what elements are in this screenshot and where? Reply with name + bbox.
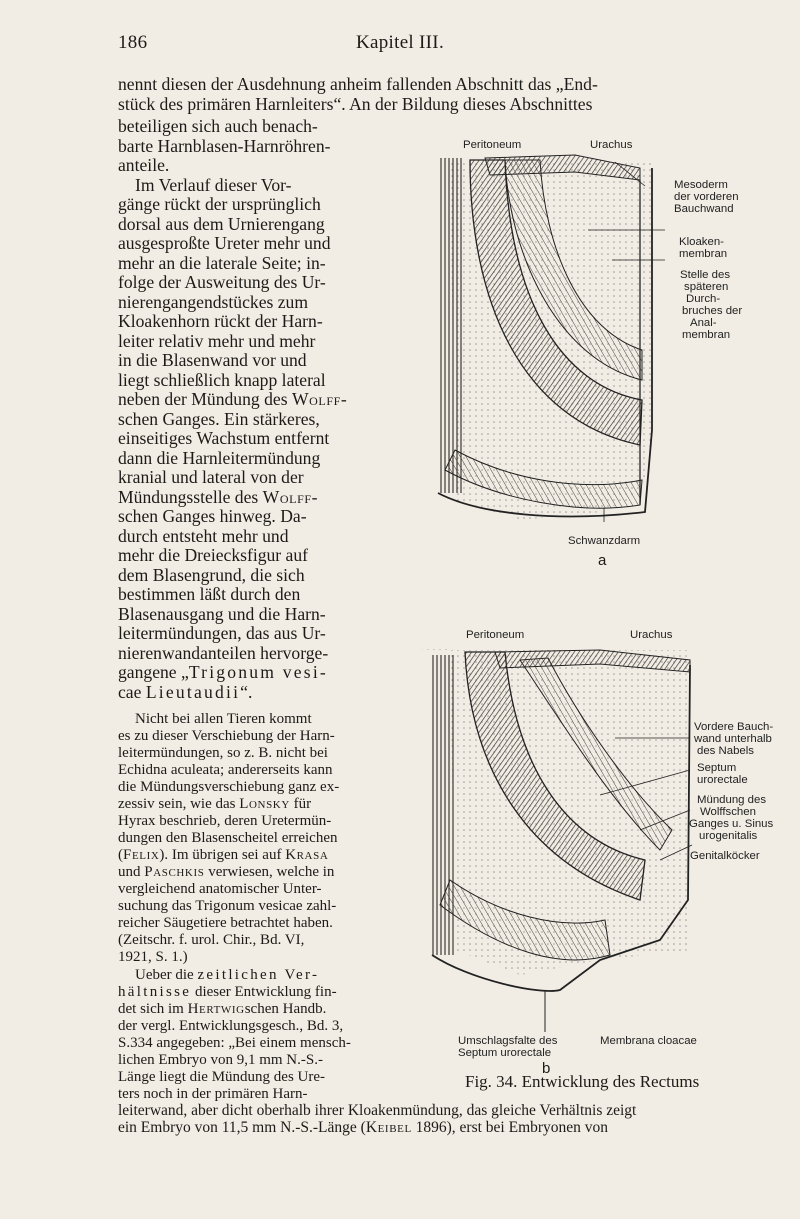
note-line: ters noch in der primären Harn- (118, 1086, 308, 1102)
text-line: mehr an die laterale Seite; in- (118, 253, 326, 273)
note-line: reicher Säugetiere betrachtet haben. (118, 915, 333, 931)
figure-caption: Fig. 34. Entwicklung des Rectums (465, 1072, 700, 1091)
fig-a-label-stelle: bruches der (682, 305, 743, 317)
author-name: Wolff- (262, 487, 319, 507)
fig-a-label-peritoneum: Peritoneum (463, 139, 522, 151)
text-line: einseitiges Wachstum entfernt (118, 428, 330, 448)
fig-b-label-vordere: Vordere Bauch- (694, 721, 774, 733)
note-line: dungen den Blasenscheitel erreichen (118, 830, 338, 846)
text-span: Ueber die (135, 967, 194, 983)
text-line: folge der Ausweitung des Ur- (118, 272, 326, 292)
text-span: schen Handb. (244, 1001, 327, 1017)
text-span: und (118, 864, 141, 880)
fig-b-label-muendung: Mündung des (697, 794, 767, 806)
fig-b-letter: b (542, 1060, 551, 1077)
note-line: Länge liegt die Mündung des Ure- (118, 1069, 326, 1085)
text-line: dem Blasengrund, die sich (118, 565, 305, 585)
emphasis-term: Lieutaudii (145, 682, 241, 702)
note-line: lichen Embryo von 9,1 mm N.-S.- (118, 1052, 323, 1068)
text-line: nennt diesen der Ausdehnung anheim fallenden Abschnitt das „End- (118, 74, 598, 94)
fig-b-label-membrana: Membrana cloacae (600, 1035, 697, 1047)
text-span: für (293, 796, 312, 812)
text-span: ). Im übrigen sei auf (159, 847, 282, 863)
text-span: det sich im (118, 1001, 184, 1017)
fig-a-label-kloakenmembran: Kloaken- (679, 236, 724, 248)
text-line: nierengangendstückes zum (118, 292, 309, 312)
fig-a-label-stelle: späteren (684, 281, 729, 293)
text-span: gangene „ (118, 662, 189, 682)
text-line: barte Harnblasen-Harnröhren- (118, 136, 331, 156)
fig-a-letter: a (598, 552, 607, 569)
text-line: bestimmen läßt durch den (118, 584, 301, 604)
fig-b-label-urachus: Urachus (630, 629, 673, 641)
text-line: schen Ganges hinweg. Da- (118, 506, 307, 526)
text-line: gänge rückt der ursprünglich (118, 194, 321, 214)
fig-a-label-stelle: Stelle des (680, 269, 731, 281)
text-line: leiter relativ mehr und mehr (118, 331, 316, 351)
text-line: anteile. (118, 155, 170, 175)
fig-a-label-urachus: Urachus (590, 139, 633, 151)
fig-a-label-stelle: Anal- (690, 317, 717, 329)
text-line: dorsal aus dem Urnierengang (118, 214, 325, 234)
fig-a-label-mesoderm: Mesoderm (674, 179, 728, 191)
wall-shape (438, 158, 462, 493)
note-line: leitermündungen, so z. B. nicht bei (118, 745, 328, 761)
text-line: durch entsteht mehr und (118, 526, 289, 546)
fig-b-label-peritoneum: Peritoneum (466, 629, 525, 641)
note-line: leiterwand, aber dicht oberhalb ihrer Kloakenmündung, das gleiche Verhältnis zeigt (118, 1102, 637, 1119)
fig-a-label-schwanzdarm: Schwanzdarm (568, 535, 641, 547)
text-line: ausgesproßte Ureter mehr und (118, 233, 331, 253)
text-line: dann die Harnleitermündung (118, 448, 321, 468)
fig-b-label-umschlagsfalte: Umschlagsfalte des (458, 1035, 558, 1047)
fig-b-label-septum: Septum (697, 762, 737, 774)
text-line: beteiligen sich auch benach- (118, 116, 318, 136)
text-line: nierenwandanteilen hervorge- (118, 643, 329, 663)
note-line: (Zeitschr. f. urol. Chir., Bd. VI, (118, 932, 305, 948)
note-line: 1921, S. 1.) (118, 949, 188, 965)
text-line: Kloakenhorn rückt der Harn- (118, 311, 323, 331)
text-span: zessiv sein, wie das (118, 796, 236, 812)
text-line: Im Verlauf dieser Vor- (135, 175, 292, 195)
author-name: Paschkis (144, 864, 205, 880)
text-span: 1896), erst bei Embryonen von (415, 1119, 609, 1136)
note-line: Nicht bei allen Tieren kommt (135, 711, 312, 727)
fig-b-label-muendung: urogenitalis (699, 830, 758, 842)
fig-a-label-kloakenmembran: membran (679, 248, 728, 260)
text-span: ( (118, 847, 123, 863)
text-span: dieser Entwicklung fin- (194, 984, 337, 1000)
text-span: ein Embryo von 11,5 mm N.-S.-Länge ( (118, 1119, 366, 1136)
author-name: Hertwig (187, 1001, 245, 1017)
author-name: Lonsky (239, 796, 290, 812)
note-line: S.334 angegeben: „Bei einem mensch- (118, 1035, 351, 1051)
text-line: stück des primären Harnleiters“. An der Bildung dieses Abschnittes (118, 94, 593, 114)
fig-b-label-muendung: Wolffschen (700, 806, 756, 818)
note-line: es zu dieser Verschiebung der Harn- (118, 728, 335, 744)
fig-b-label-vordere: des Nabels (697, 745, 754, 757)
fig-b-label-genitalhoecker: Genitalköcker (690, 850, 760, 862)
text-line: mehr die Dreiecksfigur auf (118, 545, 309, 565)
author-name: Krasa (285, 847, 329, 863)
fig-b-label-vordere: wand unterhalb (694, 733, 772, 745)
note-line: vergleichend anatomischer Unter- (118, 881, 322, 897)
fig-b-label-septum: urorectale (697, 774, 748, 786)
text-span: cae (118, 682, 142, 702)
fig-a-label-stelle: membran (682, 329, 731, 341)
text-line: kranial und lateral von der (118, 467, 304, 487)
note-line: der vergl. Entwicklungsgesch., Bd. 3, (118, 1018, 344, 1034)
fig-b-label-muendung: Ganges u. Sinus (689, 818, 774, 830)
text-span: verwiesen, welche in (208, 864, 335, 880)
author-name: Felix (123, 847, 160, 863)
text-line: leitermündungen, das aus Ur- (118, 623, 326, 643)
chapter-title: Kapitel III. (355, 32, 444, 53)
text-span: Mündungsstelle des (118, 487, 259, 507)
emphasis-term: zeitlichen Ver- (197, 967, 320, 983)
fig-a-label-mesoderm: Bauchwand (674, 203, 734, 215)
fig-b-label-umschlagsfalte: Septum urorectale (458, 1047, 552, 1059)
page-number: 186 (118, 32, 148, 53)
note-line: Echidna aculeata; andererseits kann (118, 762, 333, 778)
emphasis-term: Trigonum vesi- (188, 662, 328, 682)
author-name: Keibel (365, 1119, 412, 1136)
note-line: suchung das Trigonum vesicae zahl- (118, 898, 337, 914)
author-name: Wolff- (291, 389, 348, 409)
text-span: neben der Mündung des (118, 389, 288, 409)
text-span: “. (240, 682, 253, 702)
text-line: liegt schließlich knapp lateral (118, 370, 326, 390)
note-line: die Mündungsverschiebung ganz ex- (118, 779, 340, 795)
fig-a-label-stelle: Durch- (686, 293, 721, 305)
note-line: Hyrax beschrieb, deren Uretermün- (118, 813, 332, 829)
text-line: schen Ganges. Ein stärkeres, (118, 409, 320, 429)
emphasis-term: hältnisse (118, 984, 192, 1000)
fig-a-label-mesoderm: der vorderen (674, 191, 739, 203)
text-line: Blasenausgang und die Harn- (118, 604, 326, 624)
text-line: in die Blasenwand vor und (118, 350, 307, 370)
